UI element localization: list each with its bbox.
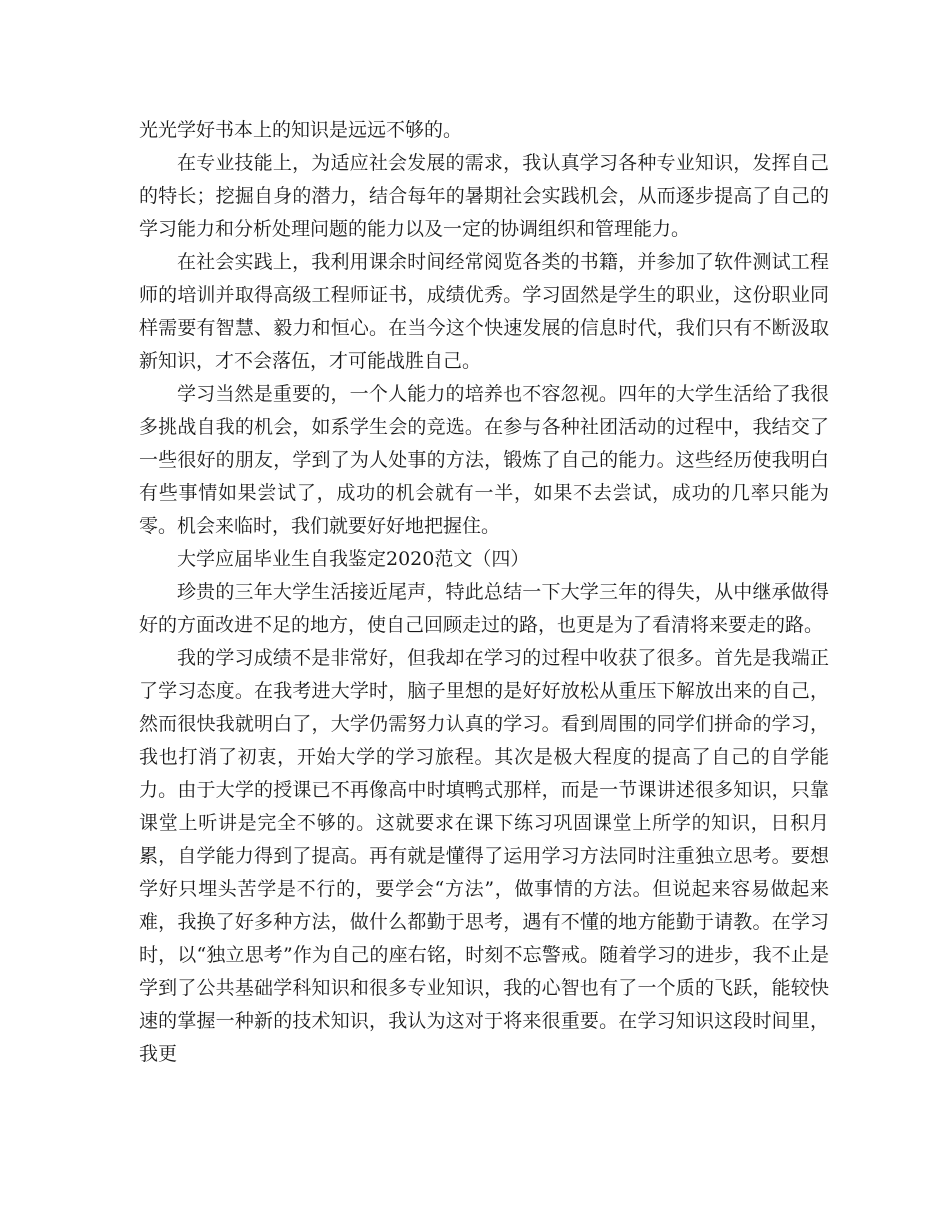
document-body xyxy=(139,114,829,1071)
paragraph-continuation: 光光学好书本上的知识是远远不够的。 xyxy=(139,119,463,141)
paragraph-intro: 珍贵的三年大学生活接近尾声，特此总结一下大学三年的得失，从中继承做得好的方面改进不足的地方，使自己回顾走过的路，也更是为了看清将来要走的路。 xyxy=(139,581,829,636)
paragraph-professional-skills: 在专业技能上，为适应社会发展的需求，我认真学习各种专业知识，发挥自己的特长；挖掘自身的潜力，结合每年的暑期社会实践机会，从而逐步提高了自己的学习能力和分析处理问题的能力以及一定的协调组织和管理能力。 xyxy=(139,152,829,240)
section-heading: 大学应届毕业生自我鉴定2020范文（四） xyxy=(177,548,530,570)
paragraph-social-practice: 在社会实践上，我利用课余时间经常阅览各类的书籍，并参加了软件测试工程师的培训并取得高级工程师证书，成绩优秀。学习固然是学生的职业，这份职业同样需要有智慧、毅力和恒心。在当今这个快速发展的信息时代，我们只有不断汲取新知识，才不会落伍，才可能战胜自己。 xyxy=(139,251,829,372)
paragraph-ability-training: 学习当然是重要的，一个人能力的培养也不容忽视。四年的大学生活给了我很多挑战自我的机会，如系学生会的竞选。在参与各种社团活动的过程中，我结交了一些很好的朋友，学到了为人处事的方法，锻炼了自己的能力。这些经历使我明白有些事情如果尝试了，成功的机会就有一半，如果不去尝试，成功的几率只能为零。机会来临时，我们就要好好地把握住。 xyxy=(139,383,829,537)
paragraph-study-results: 我的学习成绩不是非常好，但我却在学习的过程中收获了很多。首先是我端正了学习态度。在我考进大学时，脑子里想的是好好放松从重压下解放出来的自己，然而很快我就明白了，大学仍需努力认真的学习。看到周围的同学们拼命的学习，我也打消了初衷，开始大学的学习旅程。其次是极大程度的提高了自己的自学能力。由于大学的授课已不再像高中时填鸭式那样，而是一节课讲述很多知识，只靠课堂上听讲是完全不够的。这就要求在课下练习巩固课堂上所学的知识，日积月累，自学能力得到了提高。再有就是懂得了运用学习方法同时注重独立思考。要想学好只埋头苦学是不行的，要学会“方法”，做事情的方法。但说起来容易做起来难，我换了好多种方法，做什么都勤于思考，遇有不懂的地方能勤于请教。在学习时，以“独立思考”作为自己的座右铭，时刻不忘警戒。随着学习的进步，我不止是学到了公共基础学科知识和很多专业知识，我的心智也有了一个质的飞跃，能较快速的掌握一种新的技术知识，我认为这对于将来很重要。在学习知识这段时间里，我更 xyxy=(139,647,829,1065)
